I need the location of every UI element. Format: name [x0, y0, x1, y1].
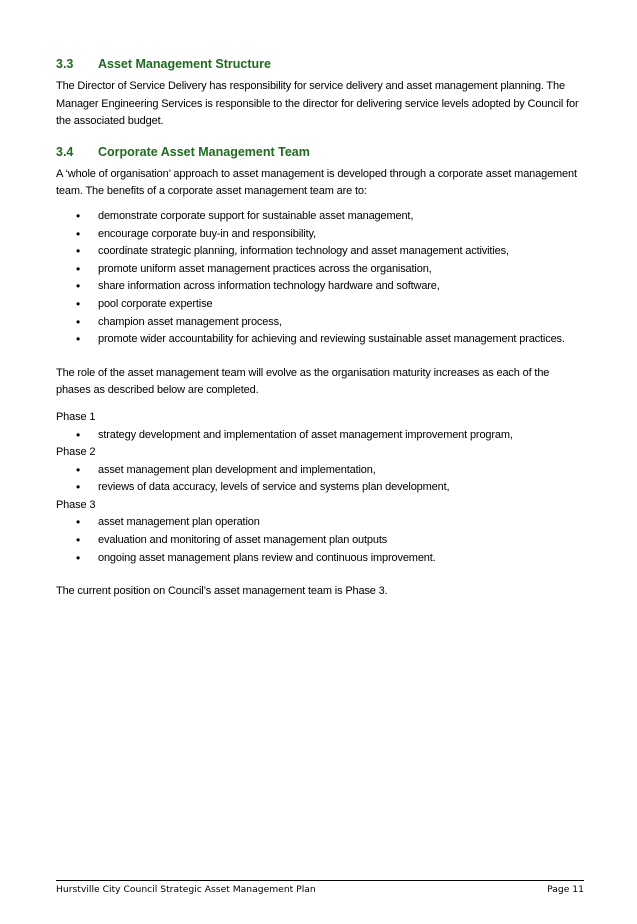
structure-paragraph: The Director of Service Delivery has responsibility for service delivery and asset management planning. The Manager Engineering Services is responsible to the director for delivering service levels adopted by Council for the associated budget.	[56, 80, 579, 128]
section-heading-3-3	[56, 56, 584, 72]
list-item: • reviews of data accuracy, levels of service and systems plan development,	[56, 479, 584, 497]
benefits-list	[56, 208, 584, 349]
list-item: • encourage corporate buy-in and responsibility,	[56, 226, 584, 244]
document-page	[56, 56, 584, 601]
phase-list	[56, 514, 584, 567]
list-item: • strategy development and implementation of asset management improvement program,	[56, 427, 584, 445]
conclusion-paragraph: The current position on Council’s asset management team is Phase 3.	[56, 585, 388, 598]
list-item: • promote uniform asset management practices across the organisation,	[56, 261, 584, 279]
list-item: • promote wider accountability for achieving and reviewing sustainable asset management practices.	[56, 331, 584, 349]
phase-list	[56, 427, 584, 445]
list-item: • demonstrate corporate support for sustainable asset management,	[56, 208, 584, 226]
phase-label: Phase 1	[56, 410, 96, 423]
list-item: • share information across information technology hardware and software,	[56, 278, 584, 296]
page-footer	[56, 880, 584, 896]
section-title: Asset Management Structure	[98, 57, 271, 71]
list-item: • pool corporate expertise	[56, 296, 584, 314]
phase-list	[56, 462, 584, 497]
team-intro-paragraph: A ‘whole of organisation’ approach to asset management is developed through a corporate asset management team. The benefits of a corporate asset management team are to:	[56, 167, 577, 198]
list-item: • champion asset management process,	[56, 314, 584, 332]
list-item: • asset management plan operation	[56, 514, 584, 532]
list-item: • ongoing asset management plans review and continuous improvement.	[56, 550, 584, 568]
footer-page-number: Page 11	[547, 884, 584, 895]
phase-label: Phase 3	[56, 498, 96, 511]
section-number: 3.3	[56, 57, 74, 71]
list-item: • evaluation and monitoring of asset management plan outputs	[56, 532, 584, 550]
role-paragraph: The role of the asset management team will evolve as the organisation maturity increases as each of the phases as described below are completed.	[56, 366, 550, 397]
footer-document-title: Hurstville City Council Strategic Asset Management Plan	[56, 884, 316, 895]
section-heading-3-4	[56, 144, 584, 160]
list-item: • coordinate strategic planning, information technology and asset management activities,	[56, 243, 584, 261]
list-item: • asset management plan development and implementation,	[56, 462, 584, 480]
phases-block	[56, 409, 584, 567]
phase-label: Phase 2	[56, 446, 96, 459]
section-title: Corporate Asset Management Team	[98, 144, 310, 159]
section-number: 3.4	[56, 144, 74, 159]
